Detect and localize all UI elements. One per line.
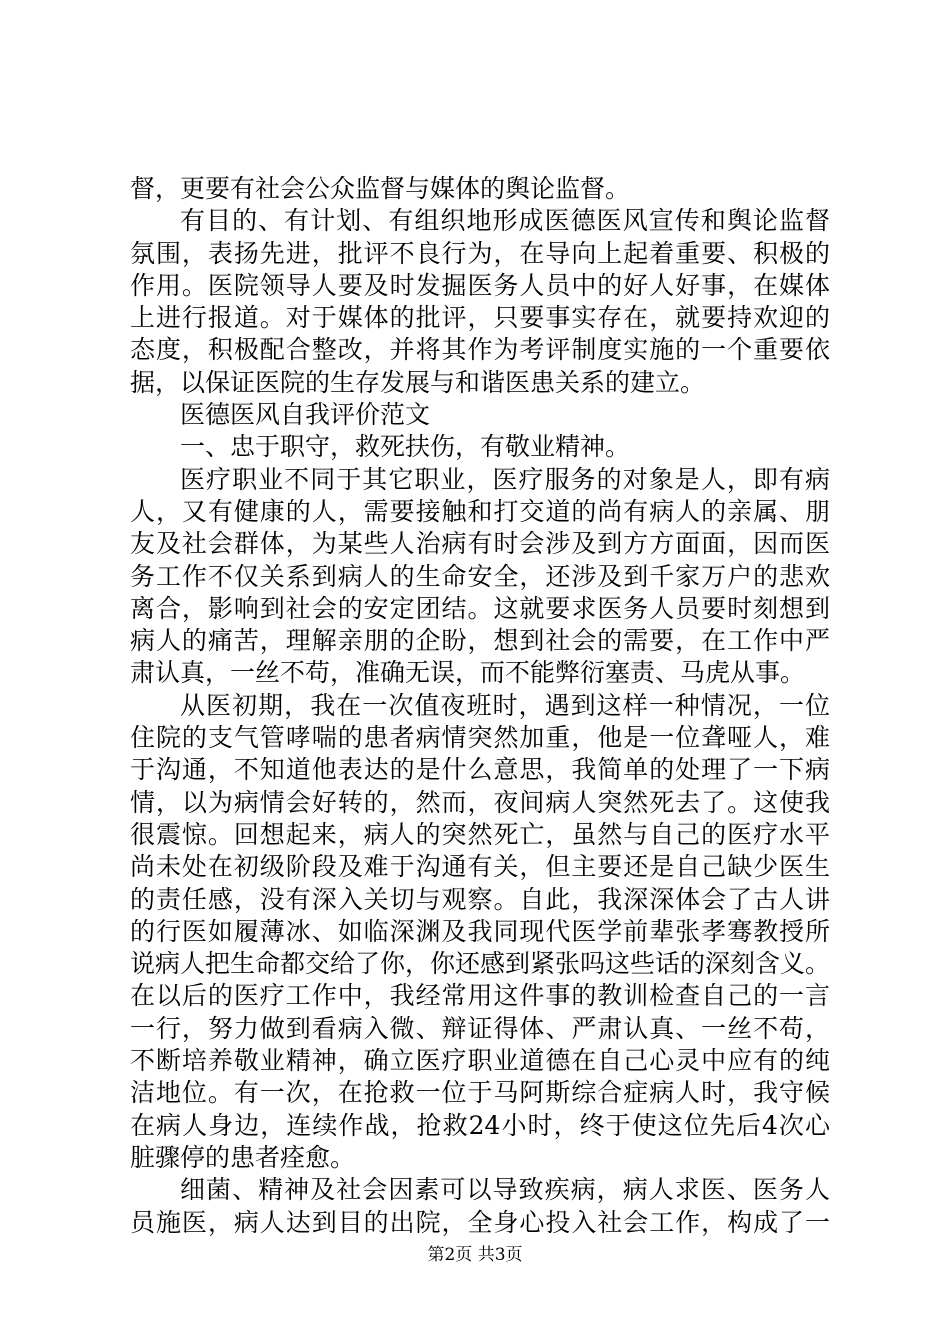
page-footer: 第2页 共3页 xyxy=(427,1245,523,1265)
text-line: 的行医如履薄冰、如临深渊及我同现代医学前辈张孝骞教授所 xyxy=(130,916,830,946)
text-line: 人，又有健康的人，需要接触和打交道的尚有病人的亲属、朋 xyxy=(130,496,830,526)
text-line: 于沟通，不知道他表达的是什么意思，我简单的处理了一下病 xyxy=(130,755,830,785)
text-line: 务工作不仅关系到病人的生命安全，还涉及到千家万户的悲欢 xyxy=(130,561,830,591)
text-line: 洁地位。有一次，在抢救一位于马阿斯综合症病人时，我守候 xyxy=(130,1078,830,1108)
text-line: 细菌、精神及社会因素可以导致疾病，病人求医、医务人 xyxy=(180,1175,830,1205)
text-line: 友及社会群体，为某些人治病有时会涉及到方方面面，因而医 xyxy=(130,529,830,559)
text-line: 督，更要有社会公众监督与媒体的舆论监督。 xyxy=(130,174,631,203)
text-line: 据，以保证医院的生存发展与和谐医患关系的建立。 xyxy=(130,367,706,397)
text-line: 态度，积极配合整改，并将其作为考评制度实施的一个重要依 xyxy=(130,335,830,365)
text-line: 员施医，病人达到目的出院，全身心投入社会工作，构成了一 xyxy=(130,1207,830,1237)
text-line: 医德医风自我评价范文 xyxy=(180,400,431,430)
text-line: 肃认真，一丝不苟，准确无误，而不能弊衍塞责、马虎从事。 xyxy=(130,658,806,688)
document-body xyxy=(130,173,830,1239)
text-line: 一行，努力做到看病入微、辩证得体、严肃认真、一丝不苟， xyxy=(130,1013,830,1043)
text-line: 尚未处在初级阶段及难于沟通有关，但主要还是自己缺少医生 xyxy=(130,852,830,882)
text-line: 氛围，表扬先进，批评不良行为，在导向上起着重要、积极的 xyxy=(130,238,830,268)
text-line: 在病人身边，连续作战，抢救24小时，终于使这位先后4次心 xyxy=(130,1110,830,1140)
text-line: 有目的、有计划、有组织地形成医德医风宣传和舆论监督 xyxy=(180,206,830,236)
text-line: 作用。医院领导人要及时发掘医务人员中的好人好事，在媒体 xyxy=(130,270,830,300)
text-line: 情，以为病情会好转的，然而，夜间病人突然死去了。这使我 xyxy=(130,787,830,817)
text-line: 很震惊。回想起来，病人的突然死亡，虽然与自己的医疗水平 xyxy=(130,819,830,849)
text-line: 不断培养敬业精神，确立医疗职业道德在自己心灵中应有的纯 xyxy=(130,1046,830,1076)
text-line: 在以后的医疗工作中，我经常用这件事的教训检查自己的一言 xyxy=(130,981,830,1011)
text-line: 一、忠于职守，救死扶伤，有敬业精神。 xyxy=(180,432,631,462)
text-line: 医疗职业不同于其它职业，医疗服务的对象是人，即有病 xyxy=(180,464,830,494)
text-line: 离合，影响到社会的安定团结。这就要求医务人员要时刻想到 xyxy=(130,593,830,623)
text-line: 从医初期，我在一次值夜班时，遇到这样一种情况，一位 xyxy=(180,690,830,720)
text-line: 的责任感，没有深入关切与观察。自此，我深深体会了古人讲 xyxy=(130,884,830,914)
text-line: 脏骤停的患者痊愈。 xyxy=(130,1142,356,1172)
text-line: 上进行报道。对于媒体的批评，只要事实存在，就要持欢迎的 xyxy=(130,303,830,333)
text-line: 住院的支气管哮喘的患者病情突然加重，他是一位聋哑人，难 xyxy=(130,723,830,753)
text-line: 说病人把生命都交给了你，你还感到紧张吗这些话的深刻含义。 xyxy=(130,949,830,979)
text-line: 病人的痛苦，理解亲朋的企盼，想到社会的需要，在工作中严 xyxy=(130,626,830,656)
